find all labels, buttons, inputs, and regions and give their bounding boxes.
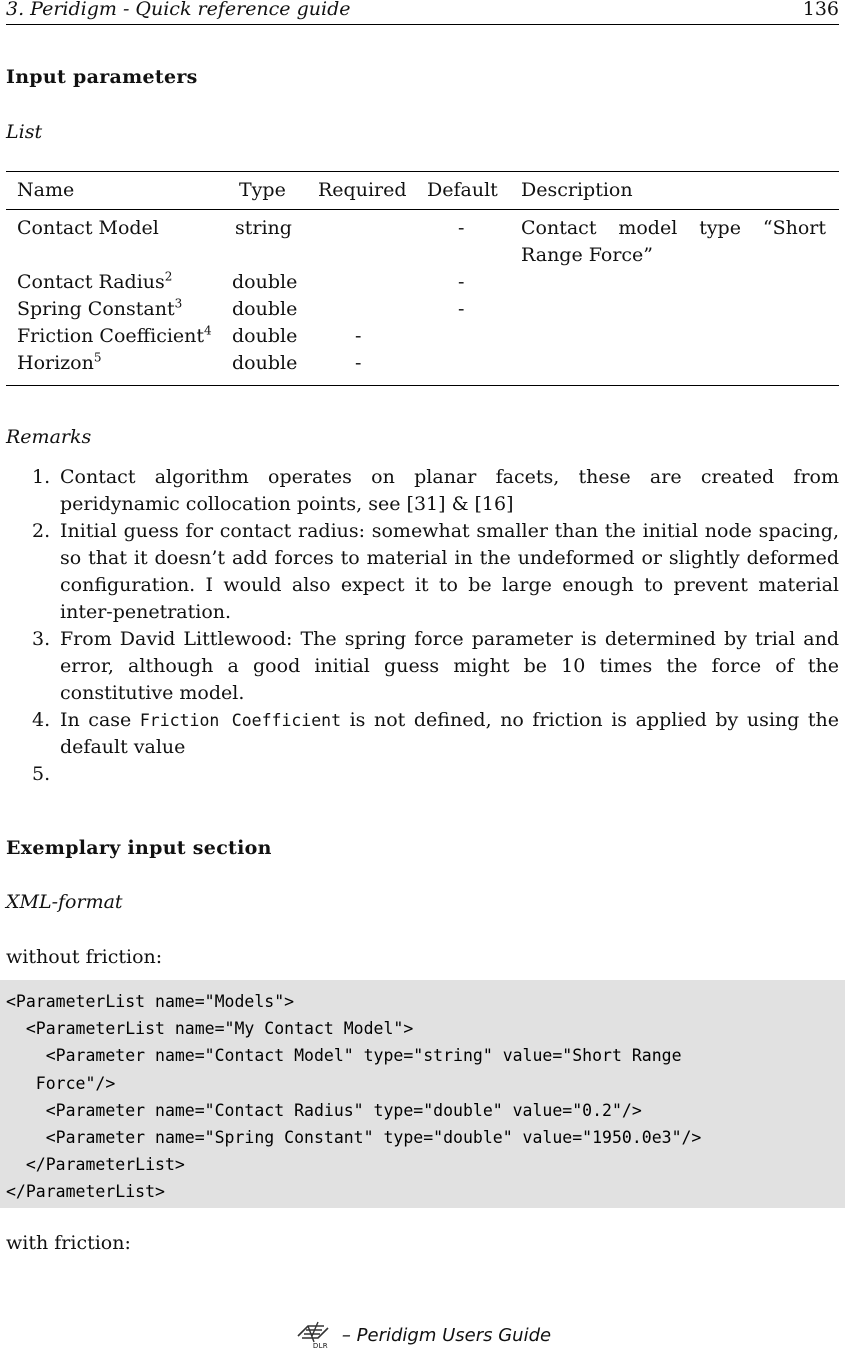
table-row-required: -: [355, 352, 362, 374]
column-header-type: Type: [239, 179, 286, 201]
table-row-name: Contact Radius$^2$: [17, 269, 173, 293]
table-row-type: double: [232, 298, 298, 320]
table-row-type: double: [232, 325, 298, 347]
table-row-type: string: [235, 217, 292, 239]
list-label: List: [6, 121, 43, 143]
remarks-label: Remarks: [6, 426, 92, 448]
table-row-name: Friction Coefficient$^4$: [17, 323, 212, 347]
footnote-mark: 2: [164, 269, 173, 284]
table-row-default: -: [458, 217, 465, 239]
column-header-description: Description: [521, 179, 633, 201]
dlr-logo-icon: DLR: [294, 1320, 334, 1350]
list-item: 5.: [32, 763, 51, 785]
page-number: 136: [802, 0, 839, 20]
table-row-type: double: [232, 352, 298, 374]
without-friction-label: without friction:: [6, 946, 163, 968]
footer-title: – Peridigm Users Guide: [341, 1324, 552, 1346]
table-row-description: Contact model type “Short Range Force”: [521, 217, 826, 266]
remarks-list: [6, 464, 839, 788]
table-row-required: -: [355, 325, 362, 347]
table-header-rule: [6, 209, 839, 210]
footnote-mark: 5: [93, 350, 102, 365]
column-header-name: Name: [17, 179, 75, 201]
chapter-title: 3. Peridigm - Quick reference guide: [6, 0, 351, 20]
xml-code-block: [0, 980, 845, 1208]
column-header-default: Default: [427, 179, 498, 201]
parameter-table: [6, 171, 839, 386]
column-header-required: Required: [318, 179, 407, 201]
table-row-name: Spring Constant$^3$: [17, 296, 183, 320]
list-item: 2. Initial guess for contact radius: somewhat smaller than the initial node spacing, so that it doesn’t add forces to material in the undeformed or slightly deformed configuration. I would also expect it to be large enough to prevent material inter-penetration.: [32, 520, 839, 623]
with-friction-label: with friction:: [6, 1232, 131, 1254]
table-row-default: -: [458, 298, 465, 320]
footnote-mark: 4: [204, 323, 212, 338]
list-item: 3. From David Littlewood: The spring force parameter is determined by trial and error, although a good initial guess might be 10 times the force of the constitutive model.: [32, 628, 839, 704]
table-row-name: Contact Model: [17, 217, 159, 239]
running-header: [6, 0, 839, 25]
footnote-mark: 3: [174, 296, 183, 311]
code-listing: <ParameterList name="Models"> <ParameterList name="My Contact Model"> <Parameter name="Contact Model" type="string" value="Short Range Force"/> <Parameter name="Contact Radius" type="double" value="0.2"/> <Parameter name="Spring Constant" type="double" value="1950.0e3"/> </ParameterList> </ParameterList>: [6, 992, 702, 1202]
table-row-default: -: [458, 271, 465, 293]
list-item: 1. Contact algorithm operates on planar facets, these are created from peridynamic collocation points, see [31] & [16]: [32, 466, 839, 515]
section-title-input-parameters: Input parameters: [6, 66, 198, 88]
xml-format-label: XML-format: [6, 891, 123, 913]
table-row-type: double: [232, 271, 298, 293]
table-row-name: Horizon$^5$: [17, 350, 102, 374]
inline-code: Friction Coefficient: [139, 711, 342, 730]
list-item: 4. In case Friction Coefficient is not defined, no friction is applied by using the default value: [32, 709, 839, 758]
section-title-exemplary-input: Exemplary input section: [6, 837, 272, 859]
